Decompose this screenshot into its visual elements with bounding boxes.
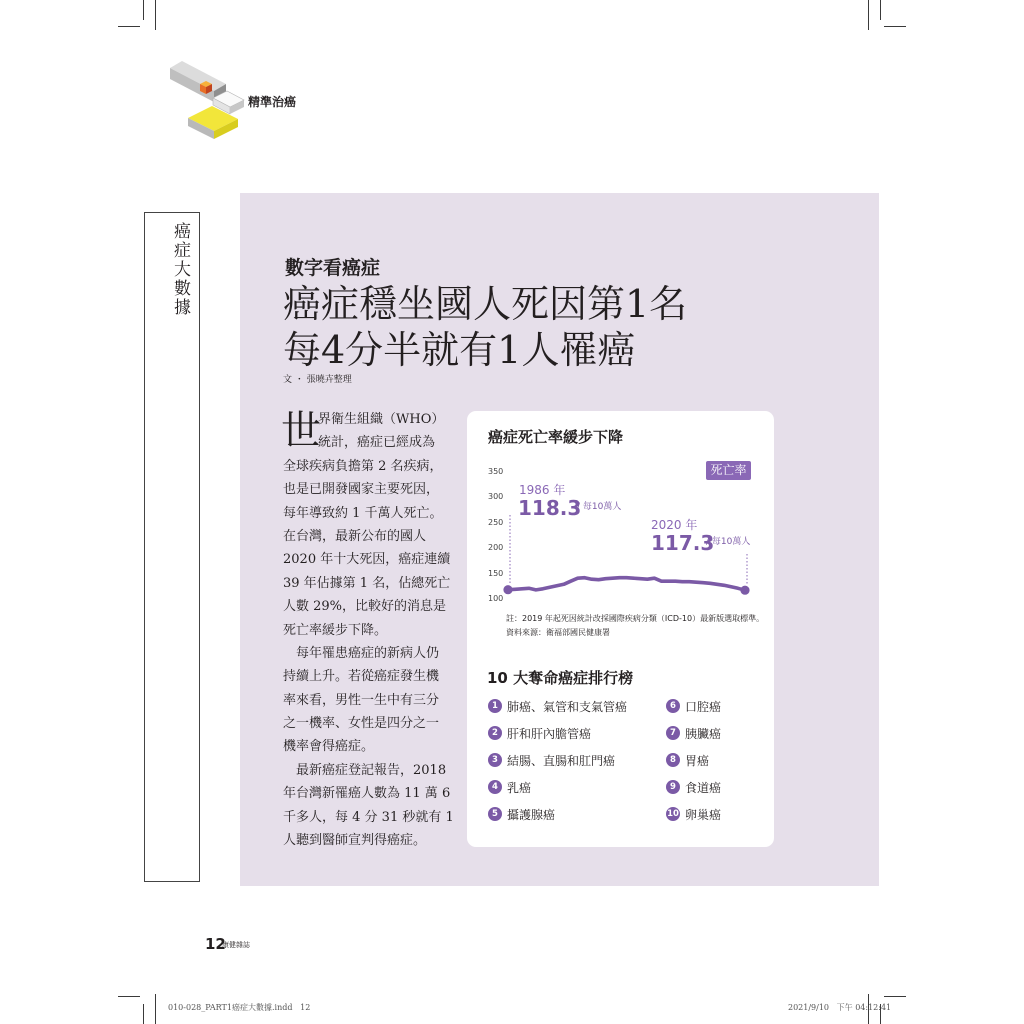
annotation-unit: / 每10萬人 (706, 537, 751, 547)
crop-mark (868, 0, 869, 30)
data-point (576, 576, 580, 580)
death-rate-line-chart (467, 411, 774, 641)
ranking-item (666, 806, 721, 822)
ranking-item (666, 725, 721, 741)
data-point (527, 587, 531, 591)
rank-number-badge: 8 (666, 753, 680, 767)
paragraph (283, 642, 453, 759)
rank-number-badge: 1 (488, 699, 502, 713)
data-point (687, 580, 691, 584)
crop-mark (884, 26, 906, 27)
data-point (618, 576, 622, 580)
crop-mark (884, 996, 906, 997)
data-point (722, 584, 726, 588)
data-point (520, 587, 524, 591)
rank-number-badge: 10 (667, 809, 679, 819)
ranking-item-label: 肺癌、氣管和支氣管癌 (507, 699, 628, 714)
crop-mark (155, 0, 156, 30)
data-point (660, 579, 664, 583)
body-line: 人聽到醫師宣判得癌症。 (283, 833, 427, 849)
body-line: 也是已開發國家主要死因， (283, 482, 440, 498)
data-point (736, 587, 740, 591)
section-label: 精準治癌 (248, 95, 297, 109)
data-point (597, 578, 601, 582)
annotation-value: 118.3 (518, 496, 582, 520)
ranking-item (666, 779, 721, 795)
ranking-item (488, 698, 627, 714)
magazine-name: 康健雜誌 (222, 941, 250, 949)
data-point (681, 580, 685, 584)
data-point (513, 588, 517, 592)
article-kicker: 數字看癌症 (285, 257, 381, 279)
crop-mark (155, 994, 156, 1024)
data-point (541, 587, 545, 591)
ranking-item-label: 乳癌 (507, 780, 532, 795)
data-point (701, 581, 705, 585)
rank-number-badge: 2 (488, 726, 502, 740)
data-point (667, 579, 671, 583)
body-line: 每年罹患癌症的新病人仍 (296, 645, 440, 661)
ranking-item (488, 725, 591, 741)
rank-number-badge: 7 (666, 726, 680, 740)
ranking-item-label: 胃癌 (685, 753, 710, 768)
annotation-unit: / 每10萬人 (577, 502, 622, 512)
ranking-item (488, 752, 615, 768)
data-point (639, 577, 643, 581)
data-point (708, 582, 712, 586)
data-point (632, 576, 636, 580)
paragraph (283, 759, 453, 853)
data-point (583, 576, 587, 580)
chart-footnote: 註：2019 年起死因統計改採國際疾病分類（ICD-10）最新版選取標準。 (506, 614, 765, 623)
annotation-year-label: 2020 年 (651, 518, 698, 532)
ranking-item-label: 攝護腺癌 (507, 807, 556, 822)
body-line: 之一機率、女性是四分之一 (283, 716, 440, 732)
side-tab-label: 癌症大數據 (170, 222, 190, 317)
body-line: 統計，癌症已經成為 (318, 435, 436, 451)
article-title-line: 癌症穩坐國人死因第1名 (283, 282, 688, 326)
data-point (569, 579, 573, 583)
data-point (646, 577, 650, 581)
body-line: 年台灣新罹癌人數為 11 萬 6 (283, 786, 451, 802)
y-tick-label: 150 (488, 568, 504, 578)
article-title-line: 每4分半就有1人罹癌 (283, 328, 636, 372)
body-line: 持續上升。若從癌症發生機 (283, 669, 440, 685)
body-line: 人數 29%，比較好的消息是 (283, 599, 447, 615)
info-card (467, 411, 774, 847)
rank-number-badge: 6 (666, 699, 680, 713)
rank-number-badge: 4 (488, 780, 502, 794)
data-point (562, 583, 566, 587)
ranking-item-label: 結腸、直腸和肛門癌 (507, 753, 616, 768)
y-tick-label: 200 (488, 543, 504, 553)
ranking-item-label: 食道癌 (685, 780, 722, 795)
ranking-item (666, 752, 709, 768)
annotation-value: 117.3 (651, 531, 715, 555)
body-line: 千多人，每 4 分 31 秒就有 1 (283, 809, 454, 825)
paragraph (283, 408, 453, 642)
rank-number-badge: 9 (666, 780, 680, 794)
data-point (694, 580, 698, 584)
data-point (548, 586, 552, 590)
chart-title: 癌症死亡率緩步下降 (488, 428, 624, 446)
data-point (715, 583, 719, 587)
body-line: 在台灣，最新公布的國人 (283, 528, 427, 544)
body-line: 39 年佔據第 1 名，佔總死亡 (283, 575, 451, 591)
data-point (611, 576, 615, 580)
data-point (534, 588, 538, 592)
endpoint-marker (740, 586, 749, 595)
crop-mark (118, 996, 140, 997)
drop-cap: 世 (281, 408, 321, 454)
data-point (729, 585, 733, 589)
isometric-blocks-logo-icon (160, 55, 250, 145)
data-point (590, 577, 594, 581)
ranking-item-label: 肝和肝內膽管癌 (507, 726, 592, 741)
annotation-year-label: 1986 年 (519, 483, 566, 497)
ranking-item-label: 口腔癌 (685, 699, 722, 714)
series-label-box: 死亡率 (706, 461, 751, 480)
article-body (283, 408, 453, 852)
crop-mark (143, 0, 144, 20)
body-line: 最新癌症登記報告，2018 (296, 762, 447, 778)
y-tick-label: 250 (488, 517, 504, 527)
body-line: 2020 年十大死因，癌症連續 (283, 552, 451, 568)
ranking-title: 10 大奪命癌症排行榜 (487, 669, 634, 687)
crop-mark (143, 1004, 144, 1024)
y-tick-label: 350 (488, 467, 504, 476)
rank-number-badge: 5 (488, 807, 502, 821)
page-number: 12 (205, 935, 226, 953)
ranking-item (488, 806, 555, 822)
byline: 文 ・ 張曉卉整理 (283, 375, 352, 385)
rank-number-badge: 3 (488, 753, 502, 767)
data-point (674, 579, 678, 583)
body-line: 死亡率緩步下降。 (283, 622, 388, 638)
ranking-item-label: 卵巢癌 (685, 807, 722, 822)
body-line: 界衛生組織（WHO） (318, 412, 445, 427)
data-point (555, 584, 559, 588)
endpoint-marker (503, 585, 512, 594)
crop-mark (118, 26, 140, 27)
crop-mark (880, 0, 881, 20)
body-line: 每年導致約 1 千萬人死亡。 (283, 505, 443, 521)
data-point (625, 576, 629, 580)
y-tick-label: 100 (488, 594, 504, 603)
body-line: 率來看，男性一生中有三分 (283, 692, 440, 708)
chart-source: 資料來源：衛福部國民健康署 (506, 628, 610, 637)
print-slug-datetime: 2021/9/10 下午 04:12:41 (788, 1003, 892, 1012)
side-tab (144, 212, 200, 882)
y-tick-label: 300 (488, 492, 504, 502)
data-point (653, 576, 657, 580)
print-slug-file: 010-028_PART1癌症大數據.indd 12 (168, 1003, 311, 1012)
body-line: 全球疾病負擔第 2 名疾病， (283, 458, 443, 474)
body-line: 機率會得癌症。 (283, 739, 375, 755)
data-point (604, 577, 608, 581)
ranking-item-label: 胰臟癌 (685, 726, 722, 741)
ranking-item (488, 779, 531, 795)
ranking-item (666, 698, 721, 714)
